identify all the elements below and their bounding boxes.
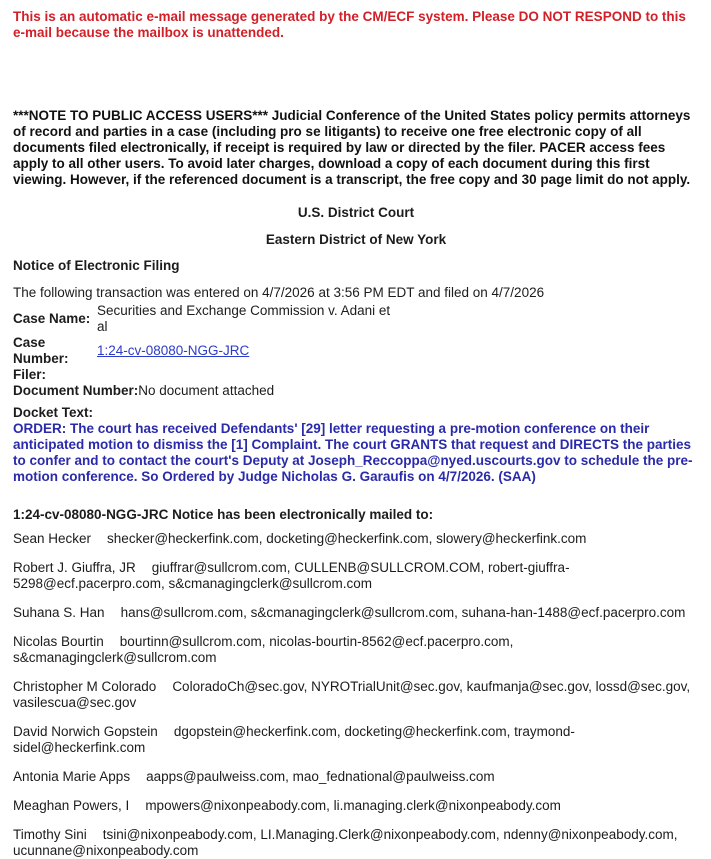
recipient-row bbox=[13, 605, 699, 621]
case-number-row bbox=[13, 335, 699, 367]
recipient-row bbox=[13, 634, 699, 666]
recipient-name: Nicolas Bourtin bbox=[13, 634, 104, 649]
recipient-emails: dgopstein@heckerfink.com, docketing@heckerfink.com, traymond-sidel@heckerfink.com bbox=[13, 724, 575, 755]
court-district: Eastern District of New York bbox=[265, 232, 447, 247]
filer-label: Filer: bbox=[13, 367, 47, 382]
recipient-emails: hans@sullcrom.com, s&cmanagingclerk@sullcrom.com, suhana-han-1488@ecf.pacerpro.com bbox=[120, 605, 686, 620]
document-number-value: No document attached bbox=[138, 383, 275, 398]
recipient-row bbox=[13, 724, 699, 756]
recipient-emails: giuffrar@sullcrom.com, CULLENB@SULLCROM.COM, robert-giuffra-5298@ecf.pacerpro.com, s&cmanagingclerk@sullcrom.com bbox=[13, 560, 570, 591]
document-number-label: Document Number: bbox=[13, 383, 139, 398]
mailed-to-heading: 1:24-cv-08080-NGG-JRC Notice has been electronically mailed to: bbox=[13, 507, 434, 522]
recipient-emails: shecker@heckerfink.com, docketing@heckerfink.com, slowery@heckerfink.com bbox=[107, 531, 587, 546]
recipient-name: Timothy Sini bbox=[13, 827, 87, 842]
recipient-name: Meaghan Powers, I bbox=[13, 798, 130, 813]
auto-message-warning: This is an automatic e-mail message generated by the CM/ECF system. Please DO NOT RESPOND to this e-mail because the mailbox is unattended. bbox=[13, 9, 686, 40]
recipient-name: Robert J. Giuffra, JR bbox=[13, 560, 136, 575]
recipient-row bbox=[13, 827, 699, 859]
recipient-name: David Norwich Gopstein bbox=[13, 724, 158, 739]
recipient-name: Antonia Marie Apps bbox=[13, 769, 131, 784]
recipient-row bbox=[13, 560, 699, 592]
recipient-list bbox=[13, 531, 699, 859]
recipient-emails: mpowers@nixonpeabody.com, li.managing.clerk@nixonpeabody.com bbox=[145, 798, 561, 813]
case-info-table bbox=[13, 303, 699, 399]
court-name: U.S. District Court bbox=[297, 205, 415, 220]
filer-row bbox=[13, 367, 699, 383]
recipient-row bbox=[13, 531, 699, 547]
recipient-emails: ColoradoCh@sec.gov, NYROTrialUnit@sec.gov, kaufmanja@sec.gov, lossd@sec.gov, vasilescua@sec.gov bbox=[13, 679, 691, 710]
recipient-row bbox=[13, 798, 699, 814]
case-name-value: Securities and Exchange Commission v. Adani et al bbox=[97, 303, 391, 334]
transaction-line: The following transaction was entered on 4/7/2026 at 3:56 PM EDT and filed on 4/7/2026 bbox=[13, 285, 545, 300]
public-access-note: ***NOTE TO PUBLIC ACCESS USERS*** Judicial Conference of the United States policy permits attorneys of record and parties in a case (including pro se litigants) to receive one free electronic copy of all documents filed electronically, if receipt is required by law or directed by the filer. PACER access fees apply to all other users. To avoid later charges, download a copy of each document during this first viewing. However, if the referenced document is a transcript, the free copy and 30 page limit do not apply. bbox=[13, 108, 691, 187]
recipient-name: Christopher M Colorado bbox=[13, 679, 157, 694]
case-number-link[interactable]: 1:24-cv-08080-NGG-JRC bbox=[97, 343, 250, 358]
document-number-row bbox=[13, 383, 699, 399]
docket-section bbox=[13, 405, 699, 485]
recipient-emails: bourtinn@sullcrom.com, nicolas-bourtin-8562@ecf.pacerpro.com, s&cmanagingclerk@sullcrom.com bbox=[13, 634, 514, 665]
notice-of-electronic-filing-heading: Notice of Electronic Filing bbox=[13, 258, 180, 273]
docket-text-body: ORDER: The court has received Defendants' [29] letter requesting a pre-motion conference on their anticipated motion to dismiss the [1] Complaint. The court GRANTS that request and DIRECTS the parties to confer and to contact the court's Deputy at Joseph_Reccoppa@nyed.uscourts.gov to schedule the pre-motion conference. So Ordered by Judge Nicholas G. Garaufis on 4/7/2026. (SAA) bbox=[13, 421, 693, 484]
docket-text-label: Docket Text: bbox=[13, 405, 94, 420]
recipient-row bbox=[13, 679, 699, 711]
recipient-name: Suhana S. Han bbox=[13, 605, 105, 620]
recipient-name: Sean Hecker bbox=[13, 531, 92, 546]
case-name-row bbox=[13, 303, 699, 335]
case-number-label: Case Number: bbox=[13, 335, 69, 366]
recipient-emails: tsini@nixonpeabody.com, LI.Managing.Clerk@nixonpeabody.com, ndenny@nixonpeabody.com, ucunnane@nixonpeabody.com bbox=[13, 827, 678, 858]
recipient-emails: aapps@paulweiss.com, mao_fednational@paulweiss.com bbox=[146, 769, 495, 784]
recipient-row bbox=[13, 769, 699, 785]
case-name-label: Case Name: bbox=[13, 311, 91, 326]
